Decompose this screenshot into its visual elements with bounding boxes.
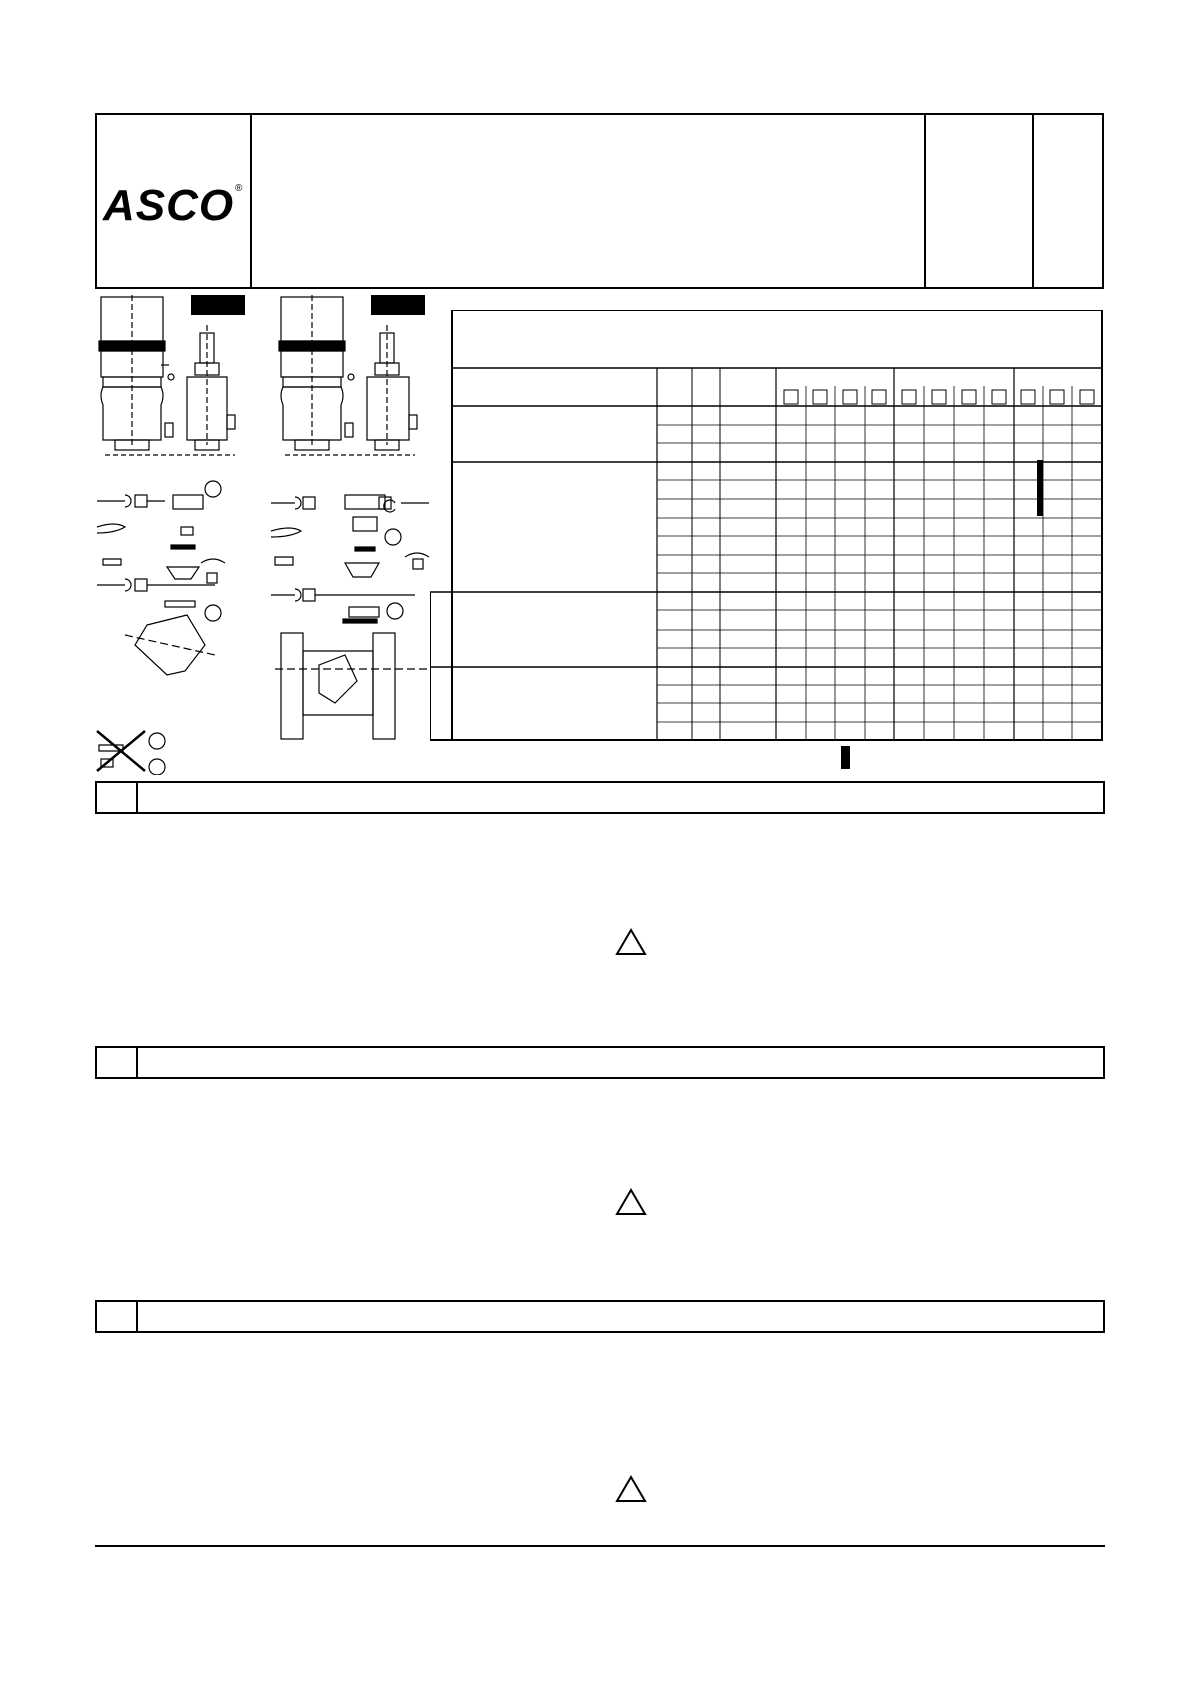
actuator-drawing-right <box>279 295 354 450</box>
warning-triangle-icon <box>615 1475 647 1503</box>
section-number-cell <box>97 1048 138 1077</box>
section-bar-2 <box>95 1046 1105 1079</box>
warning-triangle-icon <box>615 928 647 956</box>
section-number-cell <box>97 1302 138 1331</box>
section-number-cell <box>97 783 138 812</box>
footer-rule <box>95 1545 1105 1547</box>
title-cell <box>252 115 926 287</box>
warning-triangle-icon <box>615 1188 647 1216</box>
pilot-drawing-left <box>187 325 235 450</box>
section-bar-3 <box>95 1300 1105 1333</box>
info-cell-2 <box>1034 115 1104 287</box>
registered-mark: ® <box>235 183 243 194</box>
label-box-right <box>371 295 425 315</box>
highlight-marker <box>1037 460 1043 516</box>
legend-marker <box>841 746 850 769</box>
logo-cell <box>97 115 252 287</box>
tools-left <box>97 481 225 675</box>
asco-logo: ASCO <box>103 181 235 230</box>
tools-right <box>271 495 429 739</box>
crossed-tool-icon <box>97 731 165 775</box>
pilot-drawing-right <box>367 325 417 450</box>
valve-exploded-drawings <box>95 295 433 775</box>
label-box-left <box>191 295 245 315</box>
section-bar-1 <box>95 781 1105 814</box>
info-cell-1 <box>926 115 1034 287</box>
document-header <box>95 113 1104 289</box>
actuator-drawing-left <box>99 295 174 450</box>
spec-table <box>430 310 1104 742</box>
